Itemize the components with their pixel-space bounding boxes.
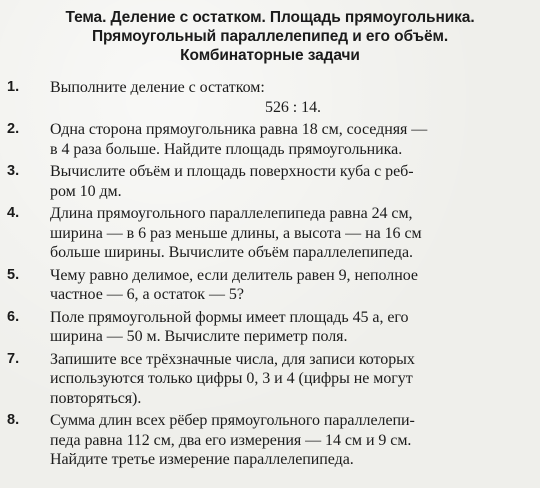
task-line: Поле прямоугольной формы имеет площадь 45 а, его <box>50 308 409 326</box>
task-line: Сумма длин всех рёбер прямоугольного параллелепи- <box>50 412 415 429</box>
task-8 <box>0 411 540 470</box>
task-number: 1. <box>7 79 20 95</box>
header-title-line-1: Тема. Деление с остатком. Площадь прямоугольника. <box>65 9 475 26</box>
task-number: 8. <box>7 412 20 428</box>
task-7 <box>0 350 540 409</box>
task-number: 5. <box>7 266 20 283</box>
task-3 <box>0 162 540 201</box>
task-line: больше ширины. Вычислите объём параллелепипеда. <box>50 244 413 261</box>
header-title-line-2: Прямоугольный параллелепипед и его объём. <box>91 28 449 45</box>
task-line: Запишите все трёхзначные числа, для записи которых <box>50 350 415 368</box>
task-text <box>50 350 516 409</box>
task-line: частное — 6, а остаток — 5? <box>50 286 244 303</box>
worksheet-header <box>0 8 540 65</box>
task-line: повторяться). <box>50 389 142 407</box>
task-number: 6. <box>7 308 20 325</box>
task-text <box>50 204 516 263</box>
task-line: используются только цифры 0, 3 и 4 (цифры не могут <box>50 370 413 387</box>
task-2 <box>0 120 540 159</box>
task-6 <box>0 308 540 347</box>
task-number: 4. <box>7 205 20 221</box>
task-line: педа равна 112 см, два его измерения — 14 см и 9 см. <box>50 431 412 449</box>
task-4 <box>0 204 540 263</box>
header-title-line-3: Комбинаторные задачи <box>180 47 360 64</box>
task-line: ром 10 дм. <box>50 182 122 200</box>
task-5 <box>0 266 540 305</box>
task-line: ширина — 50 м. Вычислите периметр поля. <box>50 328 348 345</box>
task-text <box>50 78 516 117</box>
task-line: ширина — в 6 раз меньше длины, а высота — на 16 см <box>50 224 422 242</box>
task-number: 2. <box>7 121 20 137</box>
task-1 <box>0 78 540 117</box>
task-line: Одна сторона прямоугольника равна 18 см, соседняя — <box>50 121 428 138</box>
task-list <box>0 78 540 473</box>
task-line: Выполните деление с остатком: <box>50 79 265 96</box>
task-line: Длина прямоугольного параллелепипеда равна 24 см, <box>50 205 413 222</box>
task-number: 7. <box>7 350 20 367</box>
task-number: 3. <box>7 163 20 179</box>
task-line: Найдите третье измерение параллелепипеда. <box>50 451 354 468</box>
task-line: Чему равно делимое, если делитель равен 9, неполное <box>50 266 418 284</box>
task-text <box>50 162 516 201</box>
task-text <box>50 266 516 305</box>
task-text <box>50 411 516 470</box>
task-text <box>50 308 516 347</box>
task-line: Вычислите объём и площадь поверхности куба с реб- <box>50 163 414 180</box>
task-line: в 4 раза больше. Найдите площадь прямоугольника. <box>50 140 403 158</box>
task-text <box>50 120 516 159</box>
task-expression: 526 : 14. <box>265 98 321 116</box>
